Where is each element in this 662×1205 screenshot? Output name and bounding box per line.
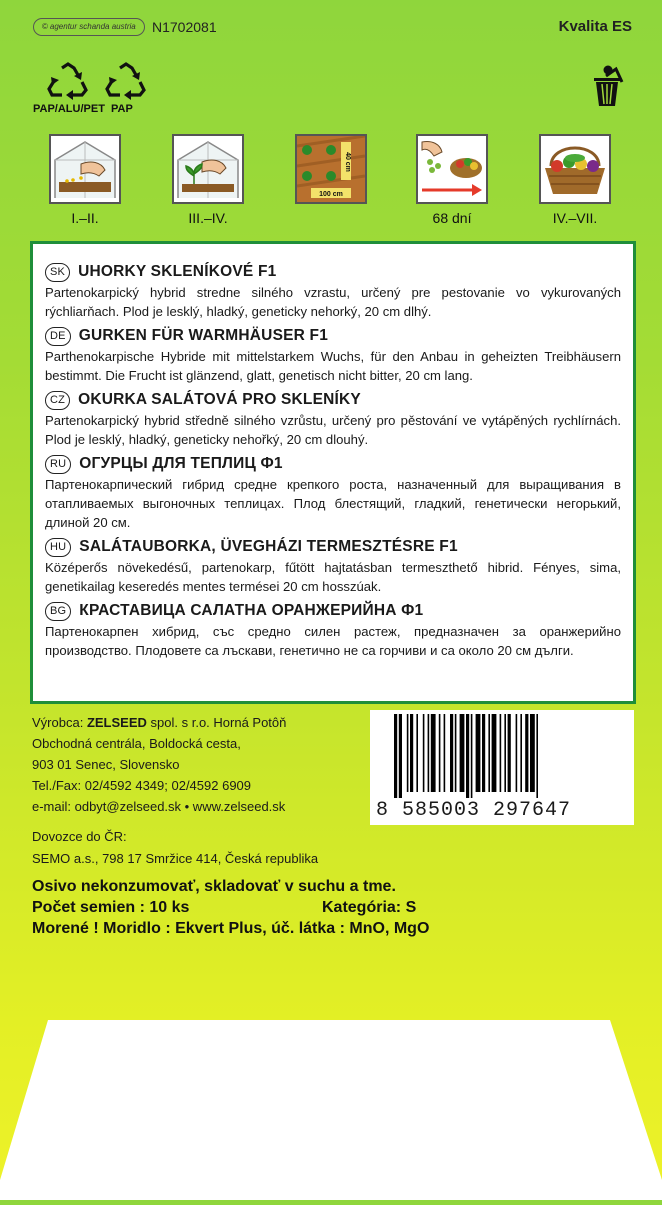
greenhouse-sowing-icon xyxy=(49,134,121,204)
barcode-bar xyxy=(416,714,418,792)
producer-prefix: Výrobca: xyxy=(32,715,84,730)
agency-badge: © agentur schanda austria xyxy=(33,18,145,36)
barcode-bar xyxy=(399,714,402,798)
planting-caption: III.–IV. xyxy=(188,210,228,226)
importer-address xyxy=(32,826,318,870)
barcode-bar xyxy=(428,714,430,792)
barcode-bar xyxy=(536,714,538,798)
lang-title: ОГУРЦЫ ДЛЯ ТЕПЛИЦ Ф1 xyxy=(79,455,283,472)
lang-badge: HU xyxy=(45,538,71,557)
lang-section-hu xyxy=(45,537,621,596)
lang-badge: RU xyxy=(45,455,71,474)
spacing-step xyxy=(293,134,369,210)
barcode-bar xyxy=(460,714,465,792)
vegetable-basket-icon xyxy=(539,134,611,204)
seed-info xyxy=(32,876,429,939)
producer-line: Obchodná centrála, Boldocká cesta, xyxy=(32,736,241,751)
barcode-number: 8 585003 297647 xyxy=(376,799,572,822)
barcode xyxy=(370,710,634,825)
storage-note: Osivo nekonzumovať, skladovať v suchu a tme. xyxy=(32,878,396,895)
producer-contact: e-mail: odbyt@zelseed.sk • www.zelseed.sk xyxy=(32,799,286,814)
lang-badge: BG xyxy=(45,602,71,621)
producer-name: ZELSEED xyxy=(86,715,147,730)
barcode-bar xyxy=(508,714,511,792)
bottom-white-panel xyxy=(0,1020,662,1205)
recycle-icon xyxy=(104,62,148,100)
lang-section-de xyxy=(45,326,621,385)
barcode-bar xyxy=(516,714,518,792)
harvest-arrow-icon xyxy=(416,134,488,204)
sowing-step xyxy=(47,134,123,226)
lang-title: UHORKY SKLENÍKOVÉ F1 xyxy=(78,263,277,280)
producer-rest: spol. s r.o. Horná Potôň xyxy=(150,715,287,730)
description-panel xyxy=(30,241,636,704)
barcode-bar xyxy=(444,714,446,792)
seed-count: Počet semien : 10 ks xyxy=(32,899,190,916)
producer-phone: Tel./Fax: 02/4592 4349; 02/4592 6909 xyxy=(32,778,252,793)
recycle-label: PAP/ALU/PET xyxy=(33,103,105,115)
lang-text: Партенокарпический гибрид средне крепкого роста, назначенный для выращивания в отапливаемых выгоночных теплицах. Плод блестящий, гладкий, генетически негорький, длиной 20 см. xyxy=(45,477,621,530)
producer-line: 903 01 Senec, Slovensko xyxy=(32,757,180,772)
barcode-bar xyxy=(407,714,409,792)
basket-caption: IV.–VII. xyxy=(552,210,598,226)
recycle-icon xyxy=(46,62,90,100)
barcode-bar xyxy=(525,714,528,792)
barcode-bar xyxy=(492,714,497,792)
lang-title: GURKEN FÜR WARMHÄUSER F1 xyxy=(78,327,329,344)
barcode-bar xyxy=(410,714,413,792)
quality-label: Kvalita ES xyxy=(558,18,632,35)
spacing-width-label: 100 cm xyxy=(319,191,343,198)
basket-step xyxy=(537,134,613,226)
sowing-caption: I.–II. xyxy=(71,210,99,226)
planting-step xyxy=(170,134,246,226)
barcode-bar xyxy=(450,714,453,792)
barcode-bar xyxy=(466,714,469,798)
barcode-bar xyxy=(431,714,436,792)
lang-text: Partenokarpický hybrid stredne silného vzrastu, určený pre pestovanie vo vykurovaných rýchliarňach. Plod je lesklý, hladký, geneticky nehorký, 20 cm dlhý. xyxy=(45,285,621,319)
lang-title: SALÁTAUBORKA, ÜVEGHÁZI TERMESZTÉSRE F1 xyxy=(79,538,458,555)
lang-text: Középerős növekedésű, partenokarp, fűtött hajtatásban termeszthető hibrid. Fényes, sima, genetikailag keseredés mentes termései 20 cm hosszúak. xyxy=(45,560,621,594)
importer-heading: Dovozce do ČR: xyxy=(32,829,127,844)
lang-section-cz xyxy=(45,390,621,449)
lang-badge: CZ xyxy=(45,391,70,410)
lang-badge: SK xyxy=(45,263,70,282)
barcode-bar xyxy=(476,714,481,792)
lang-text: Parthenokarpische Hybride mit mittelstarkem Wuchs, für den Anbau in geheizten Treibhäusern bestimmt. Die Frucht ist glänzend, glatt, genetisch nicht bitter, 20 cm lang. xyxy=(45,349,621,383)
barcode-bar xyxy=(423,714,425,792)
recycle-label: PAP xyxy=(111,103,133,115)
barcode-bar xyxy=(471,714,473,798)
lang-badge: DE xyxy=(45,327,71,346)
lang-title: КРАСТАВИЦА САЛАТНА ОРАНЖЕРИЙНА Ф1 xyxy=(79,602,424,619)
lang-section-bg xyxy=(45,601,621,660)
spacing-row-label: 40 cm xyxy=(344,152,351,172)
barcode-bar xyxy=(455,714,457,792)
barcode-bar xyxy=(520,714,522,792)
lang-text: Партенокарпен хибрид, със средно силен растеж, предназначен за оранжерийно производство. Плодовете са лъскави, генетично не са горчиви и са около 20 см дълги. xyxy=(45,624,621,658)
product-code: N1702081 xyxy=(152,19,217,35)
barcode-bar xyxy=(504,714,506,792)
seed-category: Kategória: S xyxy=(322,899,417,916)
trash-bin-icon xyxy=(588,64,624,115)
spacing-diagram-icon xyxy=(295,134,367,204)
barcode-bars xyxy=(394,714,614,798)
barcode-bar xyxy=(394,714,397,798)
barcode-bar xyxy=(530,714,535,792)
producer-address xyxy=(32,712,362,817)
harvest-step xyxy=(414,134,490,226)
lang-text: Partenokarpický hybrid středně silného vzrůstu, určený pro pěstování ve vytápěných rychlírnách. Plod je lesklý, hladký, geneticky nehořký, 20 cm dlouhý. xyxy=(45,413,621,447)
greenhouse-planting-icon xyxy=(172,134,244,204)
barcode-bar xyxy=(500,714,502,792)
lang-title: OKURKA SALÁTOVÁ PRO SKLENÍKY xyxy=(78,391,361,408)
importer-line: SEMO a.s., 798 17 Smržice 414, Česká republika xyxy=(32,851,319,866)
treatment-note: Morené ! Moridlo : Ekvert Plus, úč. látka : MnO, MgO xyxy=(32,920,430,937)
harvest-caption: 68 dní xyxy=(432,210,472,226)
lang-section-ru xyxy=(45,454,621,532)
barcode-bar xyxy=(482,714,485,792)
barcode-bar xyxy=(488,714,490,792)
barcode-bar xyxy=(439,714,441,792)
lang-section-sk xyxy=(45,262,621,321)
